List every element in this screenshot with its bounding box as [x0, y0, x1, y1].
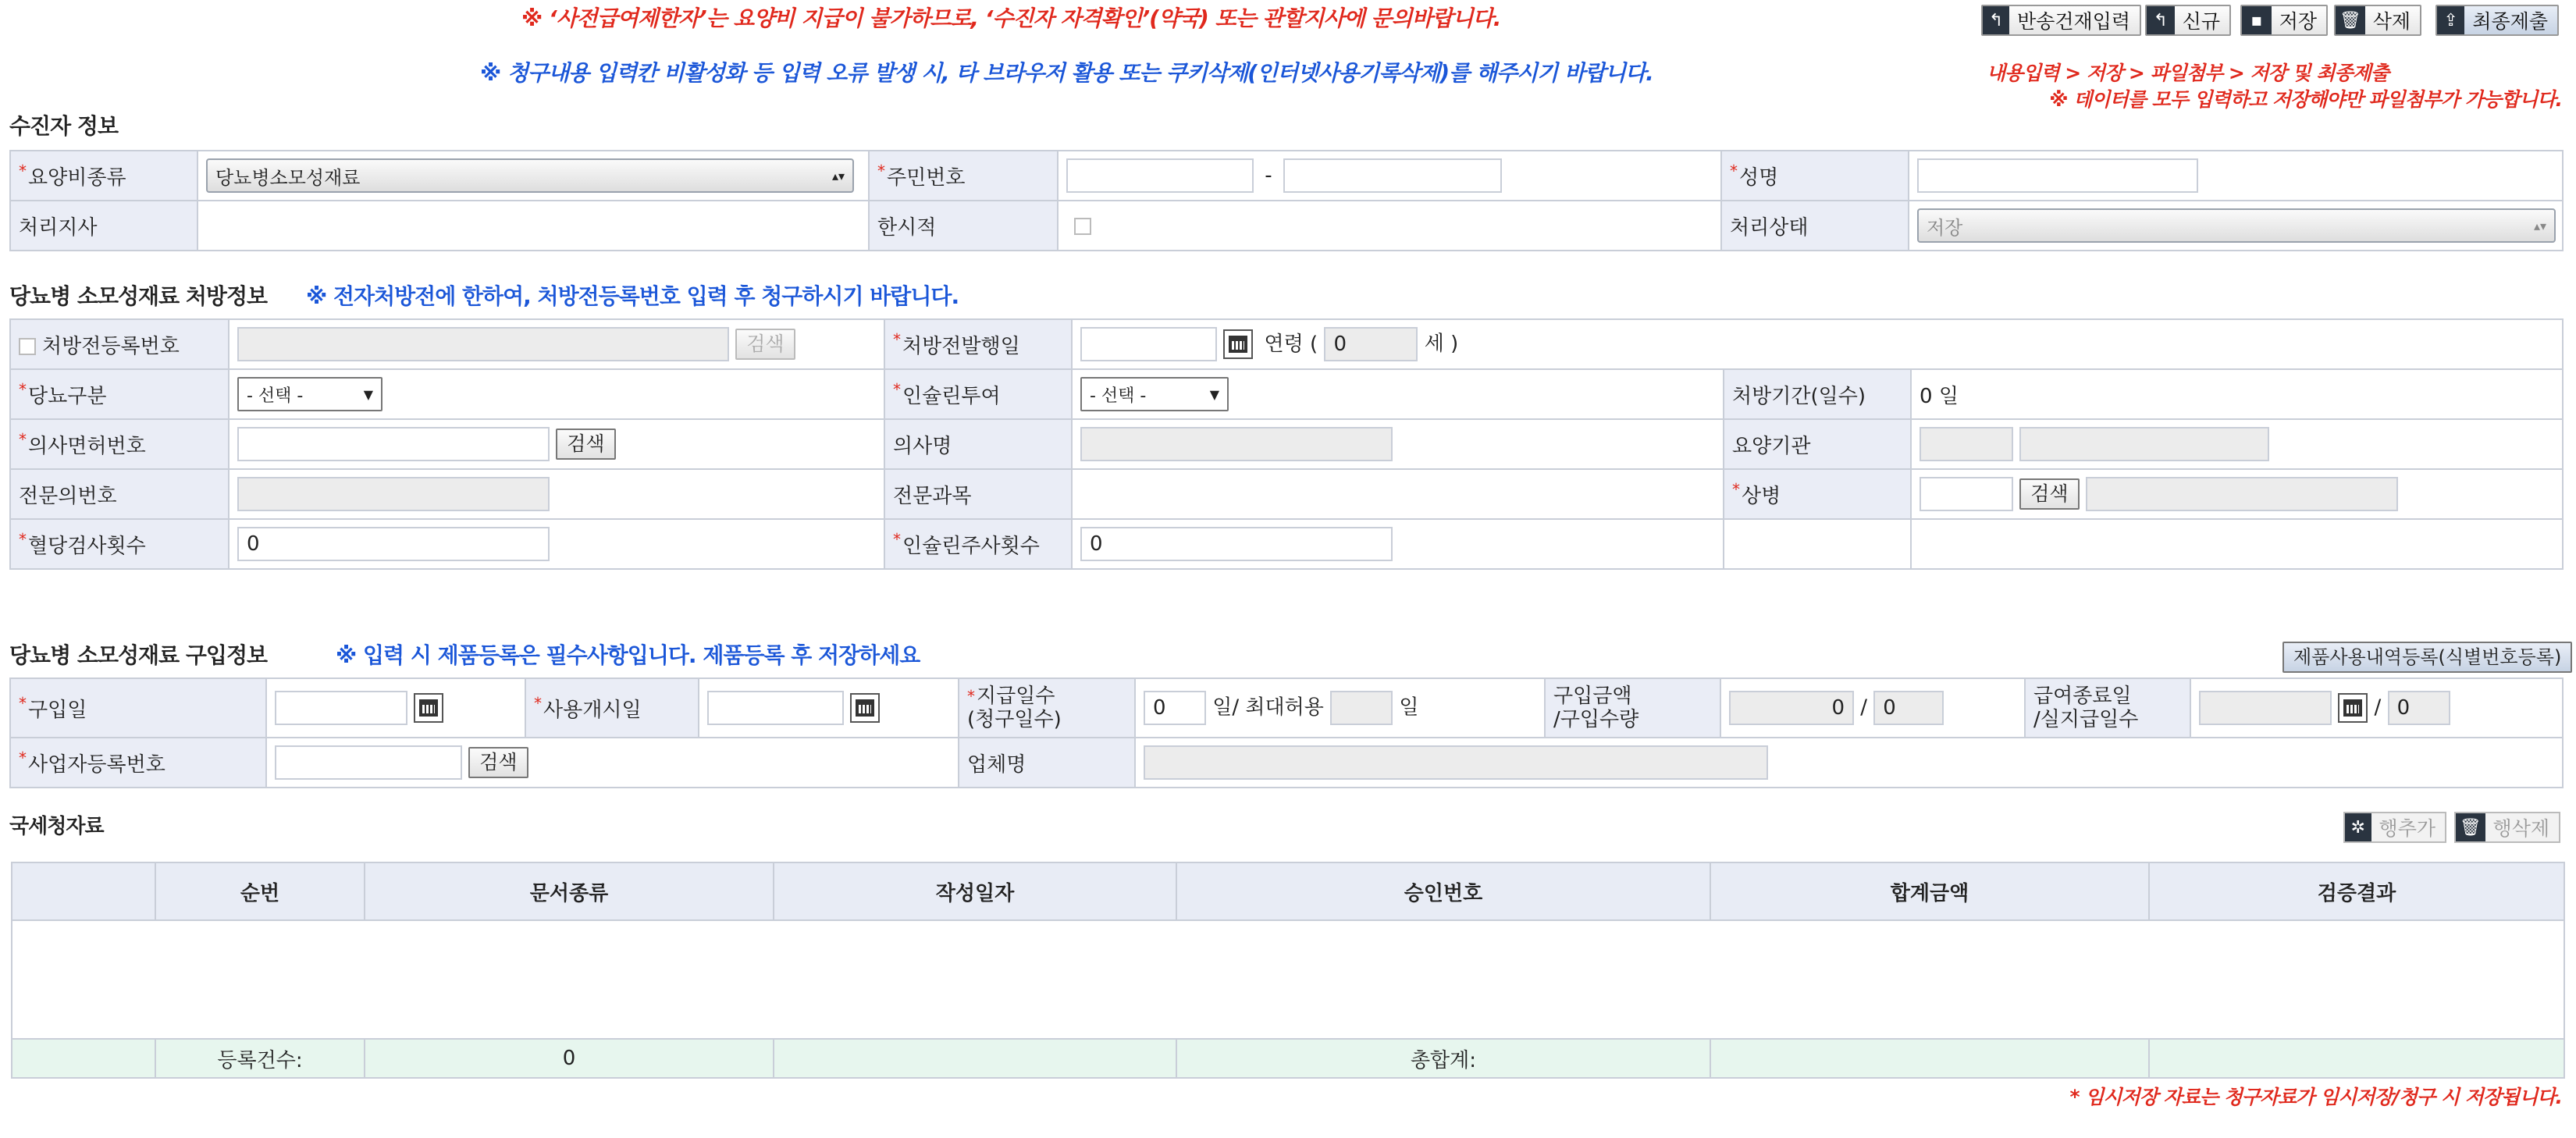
new-button[interactable]: ↰ 신규: [2145, 5, 2231, 36]
column-header[interactable]: 검증결과: [2149, 862, 2564, 920]
empty-cell: [1724, 519, 1911, 569]
care-type-label: *요양비종류: [10, 151, 197, 201]
buy-date-input[interactable]: [275, 691, 407, 725]
specialist-input: [237, 477, 550, 511]
care-type-select[interactable]: 당뇨병소모성재료 ▴▾: [206, 158, 854, 193]
product-register-button[interactable]: 제품사용내역등록(식별번호등록): [2282, 642, 2572, 673]
pay-days-input[interactable]: 0: [1144, 691, 1206, 725]
temporary-checkbox[interactable]: [1074, 218, 1091, 235]
foot-empty: [12, 1039, 155, 1078]
age-suffix: 세 ): [1424, 332, 1459, 356]
age-input: 0: [1324, 327, 1418, 361]
prescription-regno-label: 처방전등록번호: [10, 319, 229, 369]
save-icon: ▪: [2242, 6, 2272, 34]
eligibility-notice: ※ ‘사전급여제한자’는 요양비 지급이 불가하므로, ‘수진자 자격확인’(약국) 또는 관할지사에 문의바랍니다.: [521, 5, 1501, 31]
amount-slash: /: [1860, 695, 1868, 720]
company-label: 업체명: [959, 738, 1135, 788]
amount-input: 0: [1729, 691, 1854, 725]
period-value: 0: [1920, 384, 1933, 408]
rrn-label: *주민번호: [869, 151, 1058, 201]
insulin-count-label: *인슐린주사횟수: [884, 519, 1072, 569]
back-arrow-icon: ↰: [2147, 6, 2175, 34]
column-header[interactable]: 승인번호: [1176, 862, 1710, 920]
name-input[interactable]: [1917, 158, 2198, 193]
disease-name-input: [2086, 477, 2398, 511]
disease-label: *상병: [1724, 469, 1911, 519]
status-label: 처리상태: [1721, 201, 1909, 251]
return-input-button[interactable]: ↰ 반송건재입력: [1981, 5, 2141, 36]
specialty-label: 전문과목: [884, 469, 1072, 519]
back-arrow-icon: ↰: [1983, 6, 2009, 34]
temporary-label: 한시적: [869, 201, 1058, 251]
purchase-table: [9, 677, 2564, 788]
foot-empty: [2149, 1039, 2564, 1078]
column-header[interactable]: 순번: [155, 862, 365, 920]
end-date-label: 급여종료일 /실지급일수: [2025, 678, 2190, 738]
updown-icon: ▴▾: [831, 168, 845, 183]
count-value: 0: [365, 1039, 774, 1078]
prescription-regno-search-button[interactable]: 검색: [735, 329, 795, 360]
biz-search-button[interactable]: 검색: [468, 747, 528, 778]
prescription-section-title: 당뇨병 소모성재료 처방정보: [9, 283, 268, 309]
rrn-front-input[interactable]: [1066, 158, 1254, 193]
rrn-separator: -: [1265, 163, 1272, 187]
total-label: 총합계:: [1176, 1039, 1710, 1078]
calendar-icon[interactable]: [1223, 329, 1253, 359]
insulin-select[interactable]: - 선택 - ▼: [1080, 377, 1229, 411]
temp-save-notice: * 임시저장 자료는 청구자료가 임시저장/청구 시 저장됩니다.: [2069, 1086, 2562, 1108]
recipient-table: [9, 150, 2564, 251]
purchase-note: ※ 입력 시 제품등록은 필수사항입니다. 제품등록 후 저장하세요: [336, 642, 920, 668]
issue-date-input[interactable]: [1080, 327, 1217, 361]
period-label: 처방기간(일수): [1724, 369, 1911, 419]
institution-name-input: [2019, 427, 2269, 461]
workflow-notice: 내용입력 > 저장 > 파일첨부 > 저장 및 최종제출: [1986, 62, 2389, 84]
end-slash: /: [2374, 695, 2382, 720]
attach-notice: ※ 데이터를 모두 입력하고 저장해야만 파일첨부가 가능합니다.: [2049, 88, 2562, 111]
delete-row-button[interactable]: 🗑 행삭제: [2454, 812, 2560, 843]
purchase-section-title: 당뇨병 소모성재료 구입정보: [9, 642, 268, 668]
end-date-input: [2199, 691, 2332, 725]
browser-error-notice: ※ 청구내용 입력칸 비활성화 등 입력 오류 발생 시, 타 브라우저 활용 또는 쿠키삭제(인터넷사용기록삭제)를 해주시기 바랍니다.: [480, 60, 1653, 86]
max-days-input: [1330, 691, 1393, 725]
start-date-label: *사용개시일: [525, 678, 699, 738]
updown-icon: ▴▾: [2533, 218, 2546, 233]
name-label: *성명: [1721, 151, 1909, 201]
calendar-icon[interactable]: [850, 693, 880, 723]
quantity-input: 0: [1873, 691, 1944, 725]
specialty-value: [1072, 469, 1724, 519]
pay-days-mid: 일/ 최대허용: [1212, 695, 1324, 720]
doctor-name-label: 의사명: [884, 419, 1072, 469]
column-header[interactable]: 문서종류: [365, 862, 774, 920]
count-label: 등록건수:: [155, 1039, 365, 1078]
column-header[interactable]: 작성일자: [774, 862, 1176, 920]
recipient-section-title: 수진자 정보: [9, 113, 118, 139]
chevron-down-icon: ▼: [363, 386, 373, 402]
disease-code-input[interactable]: [1920, 477, 2013, 511]
delete-button[interactable]: 🗑 삭제: [2334, 5, 2421, 36]
diabetes-type-select[interactable]: - 선택 - ▼: [237, 377, 382, 411]
specialist-label: 전문의번호: [10, 469, 229, 519]
issue-date-label: *처방전발행일: [884, 319, 1072, 369]
pay-days-label: *지급일수 (청구일수): [959, 678, 1135, 738]
disease-search-button[interactable]: 검색: [2019, 478, 2079, 510]
amount-label: 구입금액 /구입수량: [1545, 678, 1720, 738]
glucose-count-input[interactable]: 0: [237, 527, 550, 561]
column-header: [12, 862, 155, 920]
column-header[interactable]: 합계금액: [1710, 862, 2149, 920]
rrn-back-input[interactable]: [1283, 158, 1502, 193]
pay-days-unit: 일: [1399, 695, 1419, 720]
institution-code-input: [1920, 427, 2013, 461]
calendar-icon[interactable]: [414, 693, 443, 723]
chevron-down-icon: ▼: [1209, 386, 1219, 402]
company-input: [1144, 745, 1768, 780]
grid-body-empty: [12, 920, 2564, 1039]
actual-days-input: 0: [2388, 691, 2450, 725]
period-unit: 일: [1938, 384, 1959, 408]
institution-label: 요양기관: [1724, 419, 1911, 469]
doctor-search-button[interactable]: 검색: [556, 429, 615, 460]
total-value: [1710, 1039, 2149, 1078]
tax-grid: [11, 862, 2565, 1079]
branch-label: 처리지사: [10, 201, 197, 251]
empty-cell: [1911, 519, 2563, 569]
age-label: 연령 (: [1264, 332, 1318, 356]
tax-section-title: 국세청자료: [9, 815, 104, 838]
start-date-input[interactable]: [707, 691, 844, 725]
foot-empty: [774, 1039, 1176, 1078]
biz-no-input[interactable]: [275, 745, 462, 780]
upload-icon: ⇪: [2437, 6, 2464, 34]
trash-icon: 🗑: [2456, 813, 2485, 841]
branch-value: [197, 201, 869, 251]
doctor-license-input[interactable]: [237, 427, 550, 461]
insulin-count-input[interactable]: 0: [1080, 527, 1393, 561]
biz-no-label: *사업자등록번호: [10, 738, 266, 788]
glucose-count-label: *혈당검사횟수: [10, 519, 229, 569]
gear-icon: ✲: [2345, 813, 2371, 841]
status-select[interactable]: 저장 ▴▾: [1917, 208, 2556, 243]
insulin-label: *인슐린투여: [884, 369, 1072, 419]
doctor-license-label: *의사면허번호: [10, 419, 229, 469]
doctor-name-input: [1080, 427, 1393, 461]
prescription-regno-input: [237, 327, 729, 361]
save-button[interactable]: ▪ 저장: [2240, 5, 2328, 36]
diabetes-type-label: *당뇨구분: [10, 369, 229, 419]
prescription-table: [9, 318, 2564, 570]
prescription-note: ※ 전자처방전에 한하여, 처방전등록번호 입력 후 청구하시기 바랍니다.: [306, 283, 959, 309]
trash-icon: 🗑: [2336, 6, 2365, 34]
buy-date-label: *구입일: [10, 678, 266, 738]
final-submit-button[interactable]: ⇪ 최종제출: [2435, 5, 2559, 36]
add-row-button[interactable]: ✲ 행추가: [2343, 812, 2446, 843]
prescription-regno-checkbox[interactable]: [19, 338, 36, 355]
calendar-icon[interactable]: [2338, 693, 2368, 723]
